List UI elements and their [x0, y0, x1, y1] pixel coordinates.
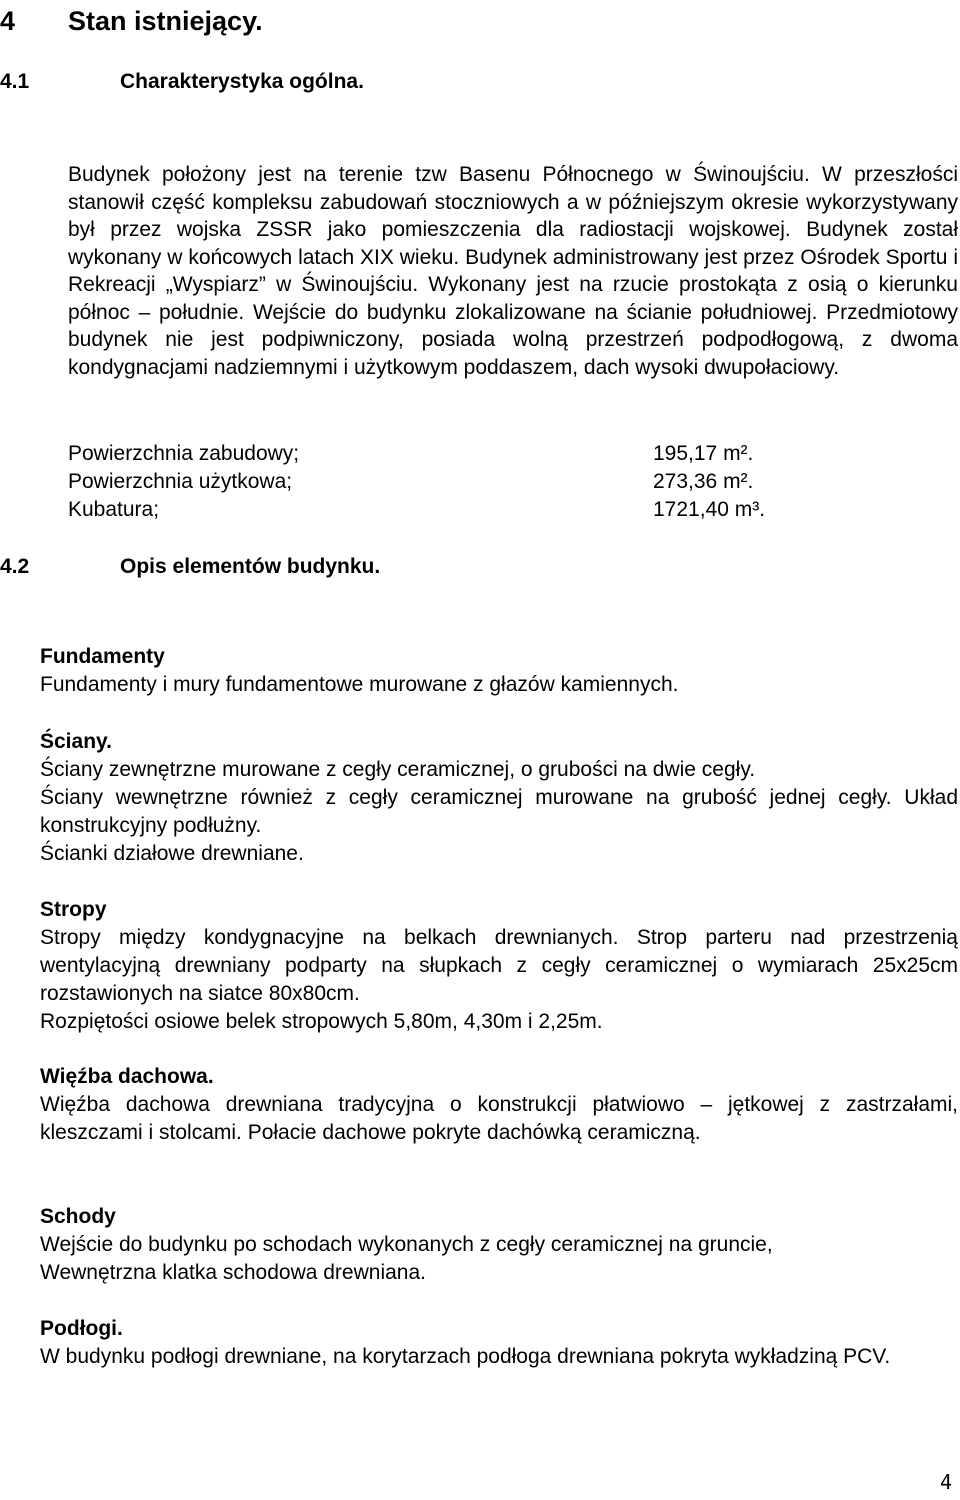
metric-row	[68, 468, 868, 496]
stairs-section	[40, 1203, 958, 1287]
ceilings-section	[40, 896, 958, 1036]
chapter-title: Stan istniejący.	[68, 6, 263, 36]
description-paragraph: Budynek położony jest na terenie tzw Basenu Północnego w Świnoujściu. W przeszłości stanowił część kompleksu zabudowań stoczniowych a w późniejszym okresie wykorzystywany był przez wojska ZSSR jako pomieszczenia dla radiostacji wojskowej. Budynek został wykonany w końcowych latach XIX wieku. Budynek administrowany jest przez Ośrodek Sportu i Rekreacji „Wyspiarz” w Świnoujściu. Wykonany jest na rzucie prostokąta z osią o kierunku północ – południe. Wejście do budynku zlokalizowane na ścianie południowej. Przedmiotowy budynek nie jest podpiwniczony, posiada wolną przestrzeń podpodłogową, z dwoma kondygnacjami nadziemnymi i użytkowym poddaszem, dach wysoki dwupołaciowy.	[68, 163, 958, 379]
section-number: 4.1	[0, 70, 30, 93]
stairs-text: Wejście do budynku po schodach wykonanych z cegły ceramicznej na gruncie,	[40, 1233, 773, 1256]
general-description	[68, 161, 958, 381]
floors-title: Podłogi.	[40, 1317, 123, 1340]
foundations-title: Fundamenty	[40, 645, 165, 668]
metric-label: Powierzchnia użytkowa;	[68, 470, 293, 493]
walls-text: Ściany zewnętrzne murowane z cegły ceramicznej, o grubości na dwie cegły.	[40, 758, 756, 781]
walls-title: Ściany.	[40, 730, 112, 753]
foundations-text: Fundamenty i mury fundamentowe murowane z głazów kamiennych.	[40, 673, 679, 696]
metric-value: 195,17 m².	[653, 442, 754, 465]
page-number: 4	[939, 1470, 952, 1494]
building-metrics	[68, 440, 868, 524]
foundations-section	[40, 643, 958, 699]
roof-truss-section	[40, 1063, 958, 1147]
metric-row	[68, 496, 868, 524]
section-title: Charakterystyka ogólna.	[120, 70, 364, 93]
chapter-number: 4	[0, 6, 16, 36]
stairs-title: Schody	[40, 1205, 116, 1228]
roof-truss-title: Więźba dachowa.	[40, 1065, 214, 1088]
section-title: Opis elementów budynku.	[120, 555, 381, 578]
metric-value: 1721,40 m³.	[653, 498, 766, 521]
metric-label: Powierzchnia zabudowy;	[68, 442, 300, 465]
section-number: 4.2	[0, 555, 30, 578]
ceilings-title: Stropy	[40, 898, 107, 921]
walls-text: Ściany wewnętrzne również z cegły ceramicznej murowane na grubość jednej cegły. Układ konstrukcyjny podłużny.	[40, 786, 958, 837]
metric-value: 273,36 m².	[653, 470, 754, 493]
roof-truss-text: Więźba dachowa drewniana tradycyjna o konstrukcji płatwiowo – jętkowej z zastrzałami, kleszczami i stolcami. Połacie dachowe pokryte dachówką ceramiczną.	[40, 1093, 958, 1144]
metric-row	[68, 440, 868, 468]
floors-section	[40, 1315, 958, 1371]
stairs-text: Wewnętrzna klatka schodowa drewniana.	[40, 1261, 426, 1284]
metric-label: Kubatura;	[68, 498, 160, 521]
floors-text: W budynku podłogi drewniane, na korytarzach podłoga drewniana pokryta wykładziną PCV.	[40, 1345, 891, 1368]
walls-section	[40, 728, 958, 868]
ceilings-text: Rozpiętości osiowe belek stropowych 5,80m, 4,30m i 2,25m.	[40, 1010, 603, 1033]
ceilings-text: Stropy między kondygnacyjne na belkach drewnianych. Strop parteru nad przestrzenią wentylacyjną drewniany podparty na słupkach z cegły ceramicznej o wymiarach 25x25cm rozstawionych na siatce 80x80cm.	[40, 926, 958, 1005]
walls-text: Ścianki działowe drewniane.	[40, 842, 304, 865]
